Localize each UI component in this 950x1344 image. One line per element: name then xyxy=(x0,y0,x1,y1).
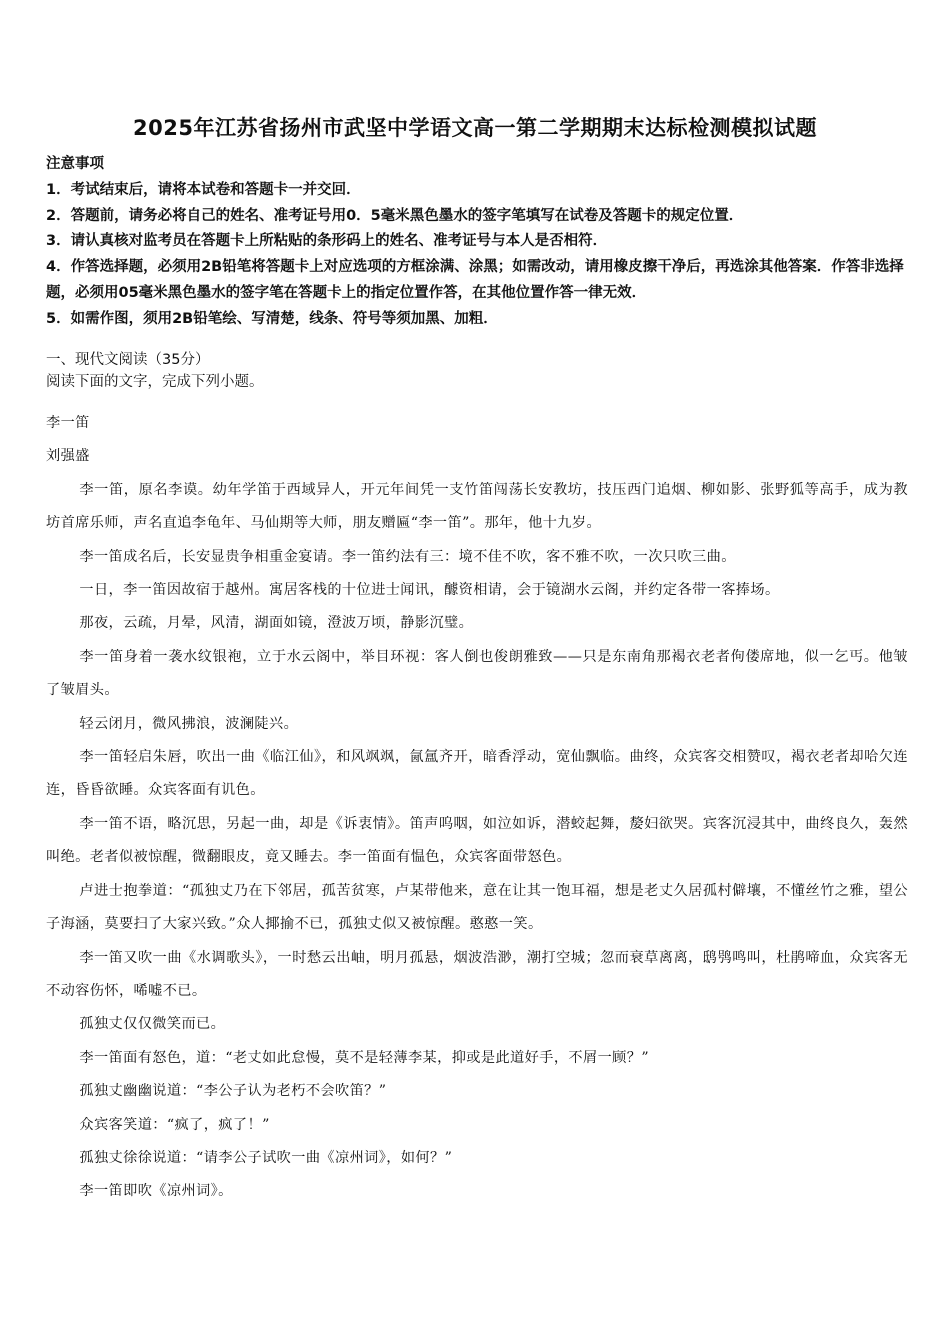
section-header xyxy=(46,349,910,393)
article-paragraph: 李一笛身着一袭水纹银袍，立于水云阁中，举目环视：客人倒也俊朗雅致——只是东南角那褐衣老者佝偻席地，似一乞丐。他皱了皱眉头。 xyxy=(46,648,908,699)
note-item: 5．如需作图，须用2B铅笔绘、写清楚，线条、符号等须加黑、加粗． xyxy=(46,310,498,327)
article-paragraph: 李一笛成名后，长安显贵争相重金宴请。李一笛约法有三：境不佳不吹，客不雅不吹，一次只吹三曲。 xyxy=(79,548,736,565)
article-body xyxy=(46,407,908,1209)
exam-title: 2025年江苏省扬州市武坚中学语文高一第二学期期末达标检测模拟试题 xyxy=(133,116,817,140)
article-paragraph: 李一笛面有怒色，道：“老丈如此怠慢，莫不是轻薄李某，抑或是此道好手，不屑一顾？” xyxy=(79,1049,649,1066)
notes-heading: 注意事项 xyxy=(46,156,104,172)
note-item: 3．请认真核对监考员在答题卡上所粘贴的条形码上的姓名、准考证号与本人是否相符． xyxy=(46,233,608,250)
note-item: 1．考试结束后，请将本试卷和答题卡一并交回． xyxy=(46,181,361,198)
article-paragraph: 一日，李一笛因故宿于越州。寓居客栈的十位进士闻讯，醵资相请，会于镜湖水云阁，并约定各带一客捧场。 xyxy=(79,582,780,599)
article-title: 李一笛 xyxy=(46,415,90,431)
article-paragraph: 众宾客笑道：“疯了，疯了！” xyxy=(79,1116,270,1133)
article-paragraph: 孤独丈幽幽说道：“李公子认为老朽不会吹笛？” xyxy=(79,1083,387,1100)
article-author: 刘强盛 xyxy=(46,448,90,465)
notes-section xyxy=(46,152,910,333)
section-instruction: 阅读下面的文字，完成下列小题。 xyxy=(46,374,264,390)
note-item: 4．作答选择题，必须用2B铅笔将答题卡上对应选项的方框涂满、涂黑；如需改动，请用橡皮擦干净后，再选涂其他答案．作答非选择题，必须用05毫米黑色墨水的签字笔在答题卡上的指定位置作答，在其他位置作答一律无效． xyxy=(46,259,904,301)
article-paragraph: 李一笛不语，略沉思，另起一曲，却是《诉衷情》。笛声呜咽，如泣如诉，潜蛟起舞，嫠妇欲哭。宾客沉浸其中，曲终良久，轰然叫绝。老者似被惊醒，微翻眼皮，竟又睡去。李一笛面有愠色，众宾客面带怒色。 xyxy=(46,815,908,866)
article-paragraph: 李一笛，原名李谟。幼年学笛于西域异人，开元年间凭一支竹笛闯荡长安教坊，技压西门追烟、柳如影、张野狐等高手，成为教坊首席乐师，声名直追李龟年、马仙期等大师，朋友赠匾“李一笛”。那年，他十九岁。 xyxy=(46,481,908,532)
article-paragraph: 李一笛即吹《凉州词》。 xyxy=(79,1183,233,1200)
article-paragraph: 孤独丈仅仅微笑而已。 xyxy=(79,1016,226,1033)
article-paragraph: 李一笛又吹一曲《水调歌头》，一时愁云出岫，明月孤悬，烟波浩渺，潮打空城；忽而衰草离离，鸱鸮鸣叫，杜鹃啼血，众宾客无不动容伤怀，唏嘘不已。 xyxy=(46,949,908,999)
note-item: 2．答题前，请务必将自己的姓名、准考证号用0．5毫米黑色墨水的签字笔填写在试卷及答题卡的规定位置． xyxy=(46,207,744,224)
article-paragraph: 李一笛轻启朱唇，吹出一曲《临江仙》，和风飒飒，氤氲齐开，暗香浮动，宽仙飘临。曲终，众宾客交相赞叹，褐衣老者却哈欠连连，昏昏欲睡。众宾客面有讥色。 xyxy=(46,749,908,799)
article-paragraph: 轻云闭月，微风拂浪，波澜陡兴。 xyxy=(79,715,299,732)
section-heading: 一、现代文阅读（35分） xyxy=(46,352,210,368)
article-paragraph: 那夜，云疏，月晕，风清，湖面如镜，澄波万顷，静影沉璧。 xyxy=(79,615,474,632)
article-paragraph: 孤独丈徐徐说道：“请李公子试吹一曲《凉州词》，如何？” xyxy=(79,1149,453,1166)
article-paragraph: 卢进士抱拳道：“孤独丈乃在下邻居，孤苦贫寒，卢某带他来，意在让其一饱耳福，想是老丈久居孤村僻壤，不懂丝竹之雅，望公子海涵，莫要扫了大家兴致。”众人揶揄不已，孤独丈似又被惊醒。憨憨一笑。 xyxy=(46,882,908,933)
